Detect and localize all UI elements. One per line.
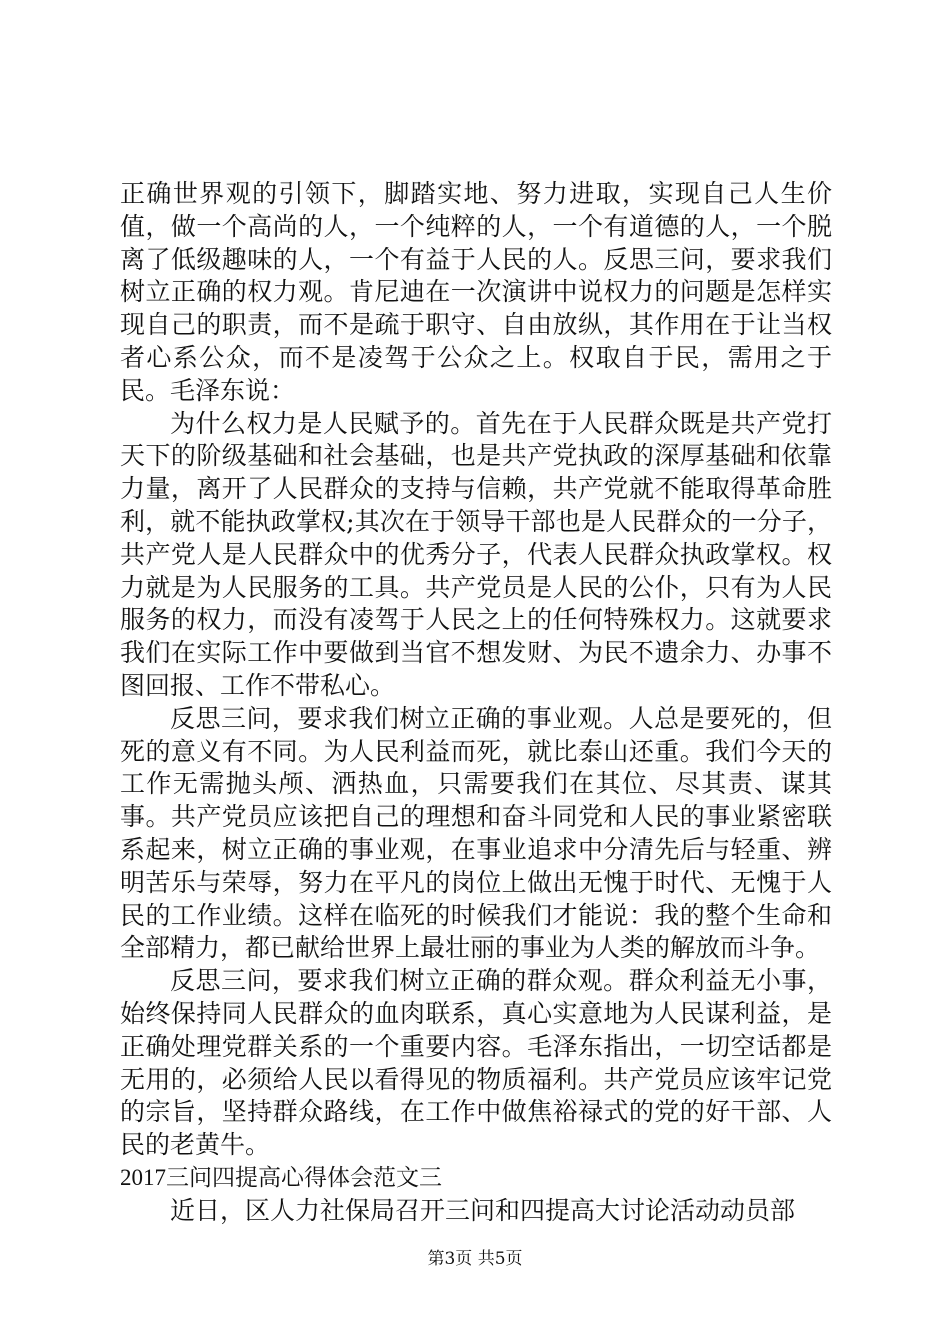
page-number-footer: 第3页 共5页	[427, 1249, 523, 1269]
document-body	[120, 178, 832, 1228]
paragraph-career-view: 反思三问，要求我们树立正确的事业观。人总是要死的，但死的意义有不同。为人民利益而死，就比泰山还重。我们今天的工作无需抛头颅、洒热血，只需要我们在其位、尽其责、谋其事。共产党员应该把自己的理想和奋斗同党和人民的事业紧密联系起来，树立正确的事业观，在事业追求中分清先后与轻重、辨明苦乐与荣辱，努力在平凡的岗位上做出无愧于时代、无愧于人民的工作业绩。这样在临死的时候我们才能说：我的整个生命和全部精力，都已献给世界上最壮丽的事业为人类的解放而斗争。	[120, 703, 832, 963]
paragraph-continuation: 正确世界观的引领下，脚踏实地、努力进取，实现自己人生价值，做一个高尚的人，一个纯粹的人，一个有道德的人，一个脱离了低级趣味的人，一个有益于人民的人。反思三问，要求我们树立正确的权力观。肯尼迪在一次演讲中说权力的问题是怎样实现自己的职责，而不是疏于职守、自由放纵，其作用在于让当权者心系公众，而不是凌驾于公众之上。权取自于民，需用之于民。毛泽东说：	[120, 179, 832, 405]
section-heading: 2017三问四提高心得体会范文三	[120, 1164, 442, 1190]
paragraph-power-view: 为什么权力是人民赋予的。首先在于人民群众既是共产党打天下的阶级基础和社会基础，也是共产党执政的深厚基础和依靠力量，离开了人民群众的支持与信赖，共产党就不能取得革命胜利，就不能执政掌权;其次在于领导干部也是人民群众的一分子，共产党人是人民群众中的优秀分子，代表人民群众执政掌权。权力就是为人民服务的工具。共产党员是人民的公仆，只有为人民服务的权力，而没有凌驾于人民之上的任何特殊权力。这就要求我们在实际工作中要做到当官不想发财、为民不遗余力、办事不图回报、工作不带私心。	[120, 408, 832, 700]
paragraph-last: 近日，区人力社保局召开三问和四提高大讨论活动动员部	[170, 1195, 796, 1225]
paragraph-masses-view: 反思三问，要求我们树立正确的群众观。群众利益无小事，始终保持同人民群众的血肉联系，真心实意地为人民谋利益，是正确处理党群关系的一个重要内容。毛泽东指出，一切空话都是无用的，必须给人民以看得见的物质福利。共产党员应该牢记党的宗旨，坚持群众路线，在工作中做焦裕禄式的党的好干部、人民的老黄牛。	[120, 966, 832, 1160]
